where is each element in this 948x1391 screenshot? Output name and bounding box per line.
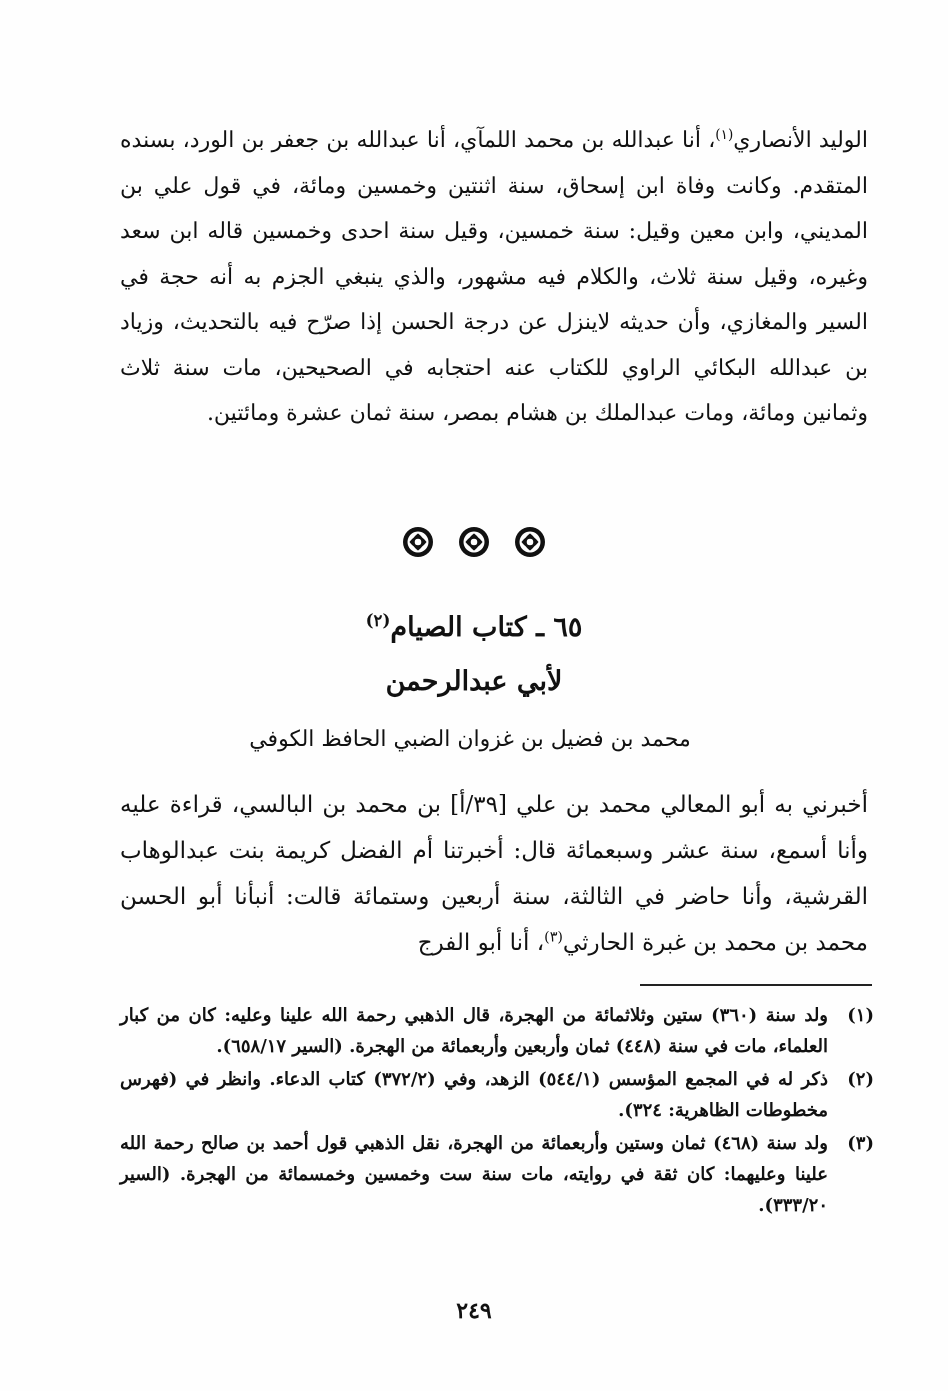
paragraph-2-text-start: أخبرني به أبو المعالي محمد بن علي [٣٩/أ] بن محمد بن البالسي، قراءة عليه وأنا أسمع، سنة عشر وسبعمائة قال: أخبرتنا أم الفضل كريمة بنت عبدالوهاب القرشية، وأنا حاضر في الثالثة، سنة أربعين وستمائة قالت: أنبأنا أبو الحسن محمد بن محمد بن غبرة الحارثي bbox=[120, 792, 868, 956]
author-full-name: محمد بن فضيل بن غزوان الضبي الحافظ الكوفي bbox=[249, 727, 691, 752]
paragraph-1-text-start: الوليد الأنصاري bbox=[733, 128, 868, 153]
section-divider bbox=[0, 518, 948, 566]
section-author: لأبي عبدالرحمن bbox=[385, 666, 563, 697]
footnote-3 bbox=[120, 1128, 874, 1221]
footnote-text: ذكر له في المجمع المؤسس (٥٤٤/١) الزهد، وفي (٣٧٢/٢) كتاب الدعاء. وانظر في (فهرس مخطوطات الظاهرية: ٣٢٤). bbox=[120, 1069, 829, 1121]
ornament-icon bbox=[401, 525, 435, 559]
ornament-icon bbox=[457, 525, 491, 559]
paragraph-1 bbox=[120, 118, 868, 437]
paragraph-2 bbox=[120, 782, 868, 966]
page-number: ٢٤٩ bbox=[456, 1298, 492, 1324]
footnote-1 bbox=[120, 1000, 874, 1062]
section-title-text: ٦٥ ـ كتاب الصيام bbox=[390, 612, 583, 643]
footnote-number: (٣) bbox=[847, 1133, 874, 1154]
footnotes bbox=[120, 1000, 874, 1223]
footnote-text: ولد سنة (٤٦٨) ثمان وستين وأربعمائة من الهجرة، نقل الذهبي قول أحمد بن صالح رحمة الله علينا وعليهما: كان ثقة في روايته، مات سنة ست وخمسين وخمسمائة من الهجرة. (السير ٣٣٣/٢٠). bbox=[120, 1133, 829, 1216]
paragraph-2-text-end: ، أنا أبو الفرج bbox=[417, 930, 545, 956]
footnote-2 bbox=[120, 1064, 874, 1126]
paragraph-1-text-end: ، أنا عبدالله بن محمد اللمآي، أنا عبدالله بن جعفر بن الورد، بسنده المتقدم. وكانت وفاة ابن إسحاق، سنة اثنتين وخمسين ومائة، في قول علي بن المديني، وابن معين وقيل: سنة خمسين، وقيل سنة احدى وخمسين قاله ابن سعد وغيره، وقيل سنة ثلاث، والكلام فيه مشهور، والذي ينبغي الجزم به أنه حجة في السير والمغازي، وأن حديثه لاينزل عن درجة الحسن إذا صرّح فيه بالتحديث، وزياد بن عبدالله البكائي الراوي للكتاب عنه احتجابه في الصحيحين، مات سنة ثلاث وثمانين ومائة، ومات عبدالملك بن هشام بمصر، سنة ثمان عشرة ومائتين. bbox=[120, 128, 868, 426]
footnote-ref-3[interactable]: (٣) bbox=[544, 929, 563, 946]
footnote-text: ولد سنة (٣٦٠) ستين وثلاثمائة من الهجرة، قال الذهبي رحمة الله علينا وعليه: كان من كبار العلماء، مات في سنة (٤٤٨) ثمان وأربعين وأربعمائة من الهجرة. (السير ٦٥٨/١٧). bbox=[120, 1005, 828, 1057]
footnote-number: (٢) bbox=[847, 1069, 874, 1090]
section-title bbox=[0, 606, 948, 650]
footnote-ref-1[interactable]: (١) bbox=[715, 126, 734, 143]
footnote-ref-2[interactable]: (٢) bbox=[365, 609, 391, 630]
footnote-separator bbox=[640, 984, 872, 986]
footnote-number: (١) bbox=[847, 1005, 874, 1026]
ornament-icon bbox=[513, 525, 547, 559]
